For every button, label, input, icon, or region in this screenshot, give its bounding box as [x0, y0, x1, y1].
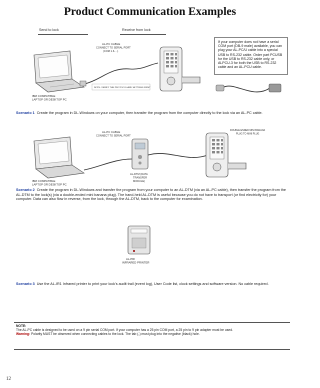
svg-text:AL-DTM (DATA: AL-DTM (DATA	[130, 173, 148, 176]
scenario-1	[16, 111, 288, 116]
svg-text:AL-PC CABLE: AL-PC CABLE	[102, 130, 121, 134]
al-pc-cable	[84, 159, 132, 170]
scenario-3-label: Scenario 3	[16, 282, 35, 286]
usb-adapter-note: If your computer does not have a serial COM port (DB-9 male) available, you can plug your AL-PC/U cable into a special USB to RS-232 cable. Order part PCUSB for the USB to RS-232 cable only, or ALPCU-3 for both the USB to RS-232 cable and an AL-PCU cable.	[214, 37, 288, 75]
scenario-3	[16, 282, 288, 287]
keypad-lock-icon	[160, 47, 200, 91]
send-to-lock-label: Send to lock	[39, 28, 59, 32]
send-divider	[38, 34, 88, 35]
note-line-2: Polarity MUST be observed when connecting cables to the lock. The tab (-) must plug into the negative (black) hole.	[31, 332, 200, 337]
diagram-dtm-transfer	[30, 125, 290, 187]
keypad-lock-icon	[206, 133, 246, 177]
laptop-icon	[34, 51, 84, 92]
scenario-2-label: Scenario 2	[16, 188, 35, 192]
svg-text:(COM 1 & ...): (COM 1 & ...)	[103, 50, 119, 53]
svg-text:DOUBLE ENDED MINI BANANA: DOUBLE ENDED MINI BANANA	[230, 129, 266, 132]
svg-text:PLUG TO MINI PLUG: PLUG TO MINI PLUG	[236, 132, 260, 136]
scenario-3-text: Use the AL-IR1 Infrared printer to print your lock's audit trail (event log), User Code list, clock settings and software version. No cable required.	[36, 282, 269, 286]
scenario-1-text: Create the program in DL-Windows on your computer, then transfer the program from the computer directly to the lock via an AL-PC cable.	[36, 111, 263, 115]
svg-text:LAPTOP OR DESKTOP PC: LAPTOP OR DESKTOP PC	[32, 182, 67, 187]
svg-text:INFRARED PRINTER: INFRARED PRINTER	[122, 260, 150, 265]
svg-text:CONNECT TO SERIAL PORT: CONNECT TO SERIAL PORT	[96, 46, 131, 50]
cable-note: NOTE: VERIFY THE PROTOCOL AND SETTINGS FIRST	[94, 87, 151, 89]
receive-from-lock-label: Receive from lock	[122, 28, 151, 32]
data-transfer-module-icon	[132, 139, 148, 169]
svg-text:CONNECT TO SERIAL PORT: CONNECT TO SERIAL PORT	[96, 134, 131, 138]
receive-divider	[120, 34, 166, 35]
note-heading: NOTE:	[16, 324, 27, 328]
warning-label: Warning:	[16, 332, 31, 337]
page-title: Product Communication Examples	[63, 6, 237, 18]
note-line-2-wrap	[16, 332, 288, 336]
note-line-1: The AL-PC cable is designed to be used on a 9 pin serial COM port. If your computer has a 25 pin COM port, a 25 pin to 9 pin adapter must be used.	[16, 328, 233, 333]
page-number: 12	[6, 377, 11, 382]
usb-cable-picture	[214, 78, 288, 102]
usb-plug-icon	[216, 85, 224, 91]
laptop-icon	[34, 137, 84, 178]
cable-label: AL-PC CABLE	[102, 42, 121, 46]
svg-text:MODULE): MODULE)	[133, 180, 145, 183]
svg-text:IBM COMPATIBLE: IBM COMPATIBLE	[32, 179, 56, 183]
banana-plug-cable	[148, 153, 208, 157]
svg-text:LAPTOP OR DESKTOP PC: LAPTOP OR DESKTOP PC	[32, 97, 67, 102]
al-pc-cable	[84, 63, 158, 84]
svg-text:AL-PRI: AL-PRI	[126, 257, 136, 261]
svg-text:TRANSFER: TRANSFER	[133, 176, 147, 180]
infrared-printer-icon	[128, 226, 150, 254]
diagram-direct-connection	[30, 37, 210, 107]
connection-note	[14, 322, 290, 350]
scenario-2	[16, 188, 288, 202]
diagram-infrared-printer	[120, 222, 180, 268]
scenario-2-text: Create the program in DL-Windows and transfer the program from your computer to an AL-DTM (via an AL-PC cable), then transfer the program from the AL-DTM to the lock(s) (via a double-ended mini banana plug). The hand-held AL-DTM is useful because you do not have to transport (or find electricity for) your computer. Data can also flow in reverse, from the lock, through the AL-DTM, back to the computer for examination.	[16, 188, 286, 201]
scenario-1-label: Scenario 1	[16, 111, 35, 115]
db9-connector-icon	[269, 84, 281, 92]
computer-label: IBM COMPATIBLE	[32, 94, 56, 98]
